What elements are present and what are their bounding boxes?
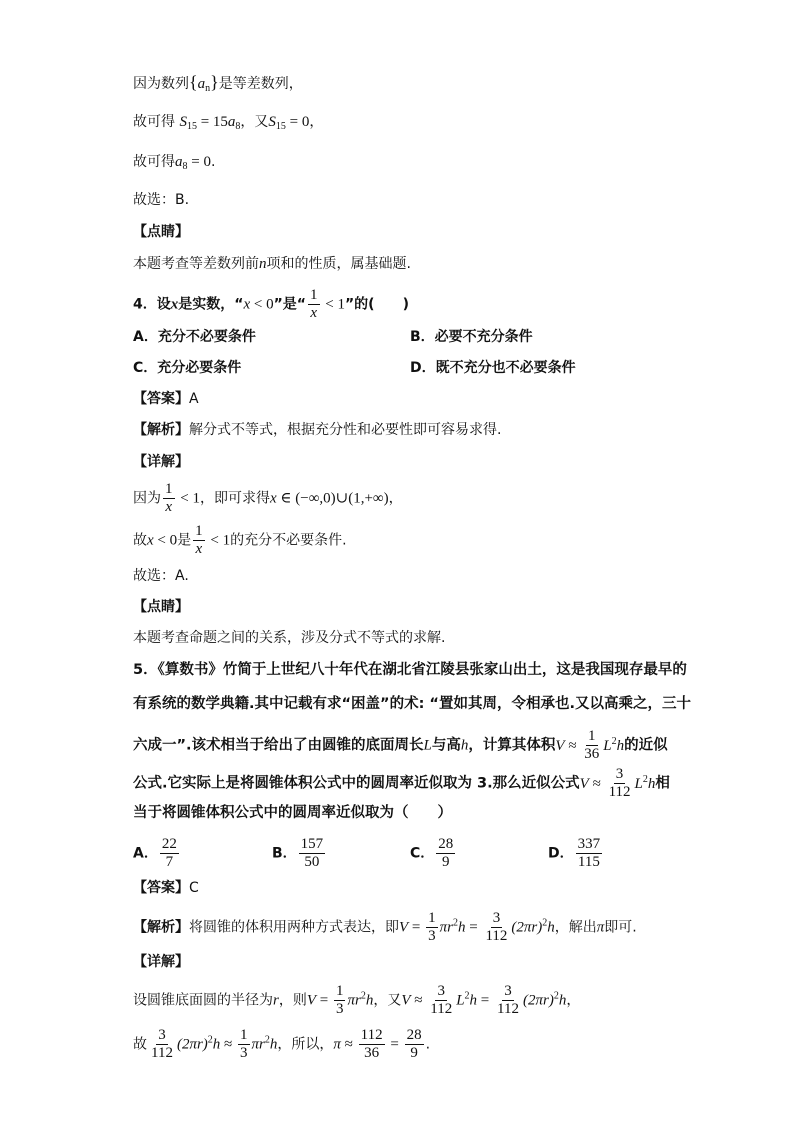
label: B． (272, 845, 297, 862)
text: ，所以， (277, 1036, 334, 1053)
math-l: L (603, 737, 612, 754)
den: 112 (430, 1001, 453, 1017)
num: 3 (158, 1027, 166, 1043)
math-approx: ≈ (220, 1036, 237, 1053)
q4-dianjing: 本题考查命题之间的关系，涉及分式不等式的求解. (133, 630, 446, 646)
math-v: V (399, 919, 409, 936)
num: 1 (335, 983, 344, 999)
q5-option-a (133, 836, 181, 871)
num: 22 (161, 836, 177, 852)
math-r: r (273, 992, 279, 1009)
math-pir: πr (251, 1036, 265, 1053)
math-x: x (243, 296, 251, 313)
text: 将圆锥的体积用两种方式表达，即 (189, 919, 399, 936)
q4-option-b: B．必要不充分条件 (410, 329, 533, 345)
line-select-b: 故选：B. (133, 192, 190, 208)
math-sup: 2 (453, 917, 458, 929)
text: ，又 (373, 992, 402, 1009)
text: ，解出 (554, 919, 597, 936)
text: 项和的性质，属基础题. (266, 256, 411, 272)
text: ， (566, 992, 581, 1009)
text: ，计算其体积 (468, 737, 556, 754)
label: D． (548, 845, 574, 862)
math-v: V (579, 775, 589, 792)
fraction-3-over-112 (607, 766, 633, 801)
num: 3 (437, 983, 445, 999)
math-l: L (634, 775, 643, 792)
text: 解分式不等式，根据充分性和必要性即可容易求得. (189, 422, 502, 438)
fraction-337-115 (576, 836, 603, 871)
math-x: x (269, 490, 277, 507)
math-h: h (647, 775, 656, 792)
math-h: h (616, 737, 625, 754)
math-sub: 8 (235, 121, 241, 132)
fraction-1-3 (426, 910, 438, 945)
num: 1 (310, 287, 318, 303)
question-4 (133, 287, 409, 322)
line-a8: 故可得$a_8 = 0$. (133, 154, 216, 172)
math-sup: 2 (542, 917, 548, 929)
label: C． (410, 845, 435, 862)
math-h: h (212, 1036, 221, 1053)
q5-detail-1 (133, 983, 580, 1018)
math-2pir: (2πr) (176, 1036, 208, 1053)
text: 本题考查等差数列前 (133, 256, 259, 272)
den: 3 (240, 1045, 248, 1061)
den: x (195, 541, 203, 557)
q4-option-d: D．既不充分也不必要条件 (410, 360, 576, 376)
text: ”是“ (273, 296, 306, 313)
math-eq: = (386, 1036, 403, 1053)
q5-option-b (272, 836, 327, 871)
q4-option-c: C．充分必要条件 (133, 360, 242, 376)
math-h: h (469, 992, 478, 1009)
math-v: V (555, 737, 565, 754)
text: 是实数，“ (178, 296, 244, 313)
text: 的近似 (624, 737, 668, 754)
text: ， (388, 490, 403, 507)
math-s: S (268, 114, 276, 130)
math-sup: 2 (360, 990, 366, 1002)
math-sub: 8 (182, 161, 188, 172)
math-x: x (147, 532, 154, 549)
den: 7 (165, 854, 174, 870)
num: 1 (195, 523, 203, 539)
q5-line-5: 当于将圆锥体积公式中的圆周率近似取为（ ） (133, 805, 452, 821)
tag: 【答案】 (133, 880, 189, 896)
fraction-3-112 (495, 983, 521, 1018)
num: 157 (300, 836, 324, 852)
math-lt: < 0 (153, 532, 178, 549)
den: 3 (428, 928, 436, 944)
fraction-1-over-x (308, 287, 320, 322)
math-h: h (558, 992, 567, 1009)
den: 3 (335, 1001, 344, 1017)
den: 36 (364, 1045, 380, 1061)
tag-dianjing: 【点睛】 (133, 224, 189, 240)
math-sup: 2 (611, 735, 617, 747)
math-pi: π (596, 919, 605, 936)
num: 3 (492, 910, 501, 926)
math-sup: 2 (464, 990, 470, 1002)
math-h: h (547, 919, 555, 936)
num: 337 (577, 836, 601, 852)
text: 故可得 (133, 154, 175, 170)
fraction-22-7 (160, 836, 179, 871)
num: 28 (406, 1027, 422, 1043)
math-a: a (227, 114, 236, 130)
fraction-112-36 (359, 1027, 385, 1062)
line-sequence-arith: 因为数列$\{a_n\}$是等差数列， (133, 72, 303, 94)
q5-line-4 (133, 766, 670, 801)
math-eq: = (316, 992, 332, 1009)
text: ，又 (240, 114, 269, 130)
q5-line-2: 有系统的数学典籍.其中记载有求“困盖”的术: “置如其周，令相承也.又以高乘之，三十 (133, 696, 691, 712)
math-x: x (170, 296, 179, 313)
fraction-1-over-x (193, 523, 205, 558)
q5-line-1: 5．《算数书》竹简于上世纪八十年代在湖北省江陵县张家山出土，这是我国现存最早的 (133, 662, 687, 678)
fraction-3-112 (428, 983, 454, 1018)
fraction-157-50 (299, 836, 326, 871)
text: 故 (133, 1036, 147, 1053)
fraction-28-9 (405, 1027, 424, 1062)
fraction-1-over-36 (582, 728, 601, 763)
q4-detail-1 (133, 481, 403, 516)
math-lt: < 1 (321, 296, 345, 313)
q5-xiangjie-tag: 【详解】 (133, 954, 189, 970)
text: ”的( ) (344, 296, 409, 313)
label: A． (133, 845, 158, 862)
num: 3 (504, 983, 512, 999)
den: 112 (151, 1045, 173, 1061)
num: 1 (428, 910, 436, 926)
text: . (425, 1036, 431, 1053)
math-approx: ≈ (564, 737, 581, 754)
math-approx: ≈ (410, 992, 427, 1009)
text: ， (309, 114, 324, 130)
math-sup: 2 (207, 1034, 213, 1046)
math-sup: 2 (264, 1034, 270, 1046)
text: ，即可求得 (199, 490, 270, 507)
math-sup: 2 (553, 990, 559, 1002)
text: 相 (655, 775, 670, 792)
math-sub: 15 (186, 121, 197, 132)
q4-answer (133, 389, 199, 409)
text: 因为 (133, 490, 161, 507)
q5-option-c (410, 836, 457, 871)
num: 1 (240, 1027, 248, 1043)
q4-option-a: A．充分不必要条件 (133, 329, 256, 345)
fraction-28-9 (436, 836, 455, 871)
den: 112 (608, 784, 631, 800)
fraction-1-3 (334, 983, 346, 1018)
text: 故可得 (133, 114, 175, 130)
den: 112 (497, 1001, 519, 1017)
math-eq: = 15 (196, 114, 228, 130)
math-h: h (458, 919, 466, 936)
text: 的充分不必要条件. (230, 532, 347, 549)
text: 故 (133, 532, 147, 549)
math-lt: < 1 (176, 490, 200, 507)
q4-dianjing-tag: 【点睛】 (133, 599, 189, 615)
math-sub: 15 (275, 121, 286, 132)
q5-jiexi (133, 910, 637, 945)
math-approx: ≈ (340, 1036, 357, 1053)
den: 50 (304, 854, 320, 870)
fraction-3-112 (483, 910, 509, 945)
den: 9 (442, 854, 450, 870)
math-a: a (197, 76, 206, 92)
text: 即可. (604, 919, 637, 936)
q5-answer (133, 878, 199, 898)
den: 36 (584, 746, 600, 762)
line-s15 (133, 112, 323, 137)
text: 六成一”.该术相当于给出了由圆锥的底面周长 (133, 737, 424, 754)
math-sup: 2 (642, 773, 648, 785)
math-lt: < 0 (250, 296, 274, 313)
math-sub: n (205, 83, 211, 94)
math-v: V (306, 992, 317, 1009)
tag: 【解析】 (133, 919, 189, 936)
den: 115 (577, 854, 600, 870)
text: 4．设 (133, 296, 171, 313)
num: 3 (615, 766, 624, 782)
q5-line-3 (133, 728, 668, 763)
math-eq: = (465, 919, 482, 936)
math-a: a (175, 154, 183, 170)
math-eq: = 0 (187, 154, 211, 170)
text: 因为数列 (133, 76, 189, 92)
q4-xiangjie-tag: 【详解】 (133, 454, 189, 470)
math-2pir: (2πr) (522, 992, 554, 1009)
math-l: L (456, 992, 465, 1009)
text: 与高 (431, 737, 461, 754)
math-pir: πr (347, 992, 361, 1009)
den: x (165, 499, 173, 515)
den: 9 (410, 1045, 418, 1061)
text: 是 (177, 532, 192, 549)
math-eq: = (477, 992, 494, 1009)
math-h: h (365, 992, 374, 1009)
math-in: ∈ (276, 490, 296, 507)
fraction-1-over-x (163, 481, 175, 516)
math-pir: πr (439, 919, 453, 936)
math-h: h (460, 737, 469, 754)
num: 28 (438, 836, 454, 852)
q4-jiexi (133, 420, 501, 440)
math-v: V (401, 992, 411, 1009)
math-approx: ≈ (588, 775, 605, 792)
math-lt: < 1 (206, 532, 231, 549)
text: 设圆锥底面圆的半径为 (133, 992, 273, 1009)
fraction-1-3 (238, 1027, 250, 1062)
den: 112 (485, 928, 508, 944)
math-h: h (269, 1036, 278, 1053)
text: C (189, 880, 199, 896)
math-pi: π (333, 1036, 341, 1053)
text: A (189, 391, 199, 407)
math-set: (−∞,0)∪(1,+∞) (295, 490, 389, 507)
fraction-3-112 (149, 1027, 175, 1062)
q5-detail-2 (133, 1027, 430, 1062)
math-n: n (259, 256, 267, 272)
q5-option-d (548, 836, 604, 871)
text: ，则 (278, 992, 307, 1009)
num: 1 (165, 481, 173, 497)
math-l: L (423, 737, 432, 754)
math-eq: = 0 (285, 114, 310, 130)
tag: 【答案】 (133, 391, 189, 407)
den: x (310, 305, 318, 321)
q4-select: 故选：A. (133, 568, 189, 584)
tag: 【解析】 (133, 422, 189, 438)
num: 112 (360, 1027, 383, 1043)
math-eq: = (408, 919, 425, 936)
text: 是等差数列， (218, 76, 303, 92)
q4-detail-2 (133, 523, 347, 558)
math-s: S (179, 114, 187, 130)
text: 公式.它实际上是将圆锥体积公式中的圆周率近似取为 3.那么近似公式 (133, 775, 580, 792)
num: 1 (588, 728, 596, 744)
line-dianjing-3 (133, 254, 411, 274)
math-2pir: (2πr) (511, 919, 543, 936)
